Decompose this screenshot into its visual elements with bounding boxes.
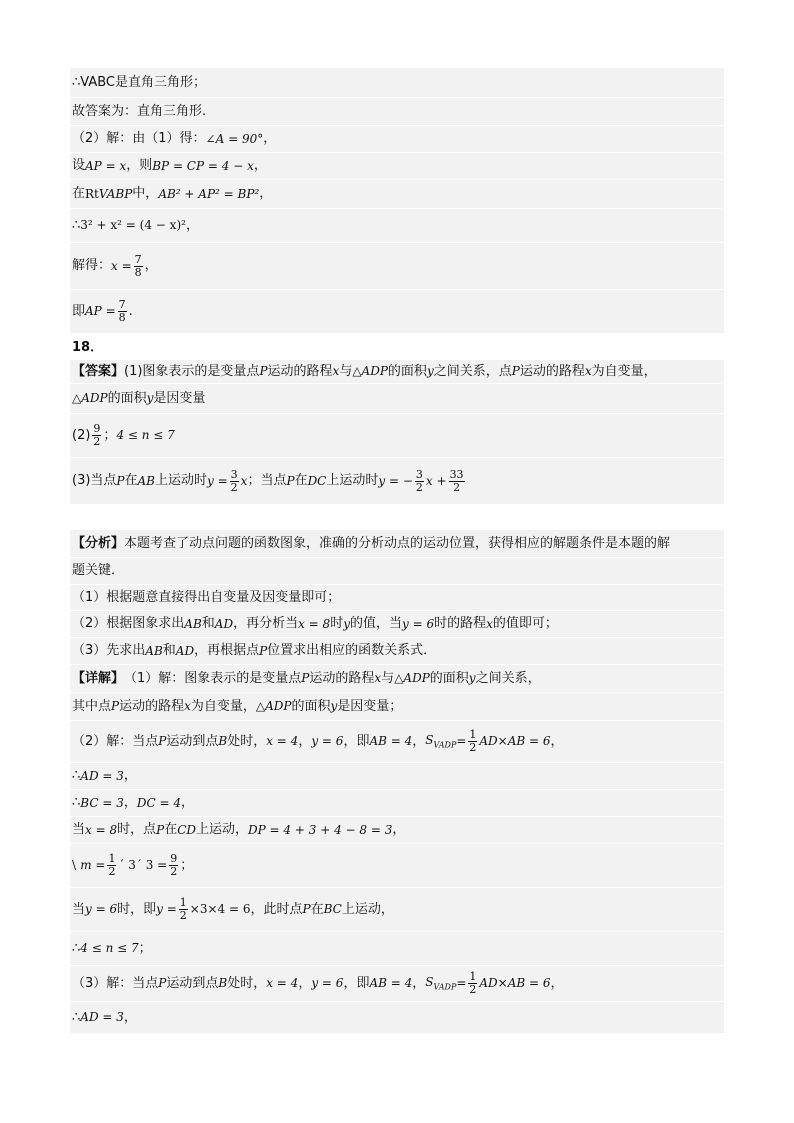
text: 为自变量， xyxy=(591,363,657,379)
text: 的面积 xyxy=(387,363,427,379)
text: ， xyxy=(123,1009,137,1025)
math: AD×AB = 6 xyxy=(479,734,551,749)
math: y = xyxy=(156,902,177,917)
text: 故答案为：直角三角形. xyxy=(72,103,207,119)
text: 时 xyxy=(330,616,344,632)
text: 处时， xyxy=(227,733,267,749)
text: 运动的路程 xyxy=(309,670,375,686)
fraction xyxy=(468,729,477,753)
numerator: 33 xyxy=(449,467,464,481)
math: S xyxy=(425,975,434,989)
fraction xyxy=(107,853,116,877)
detail-line-10 xyxy=(70,966,724,1002)
denominator: 2 xyxy=(179,909,187,922)
text: 为自变量， xyxy=(190,698,256,714)
fraction xyxy=(92,423,101,447)
text: ， xyxy=(550,733,564,749)
math: P xyxy=(156,822,165,837)
text: ， xyxy=(412,733,426,749)
math: P xyxy=(259,364,268,379)
math: AD xyxy=(175,643,195,658)
math: = xyxy=(456,734,467,749)
text: ，则 xyxy=(126,158,153,174)
math: y = 6 xyxy=(311,976,344,991)
text: 和 xyxy=(201,616,215,632)
text: 的面积 xyxy=(291,698,331,714)
math: P xyxy=(158,976,167,991)
text: 与 xyxy=(339,363,353,379)
text: ， xyxy=(123,795,137,811)
text: ，此时点 xyxy=(250,901,303,917)
denominator: 2 xyxy=(230,480,238,494)
denominator: 2 xyxy=(469,741,477,754)
text: 解得： xyxy=(72,258,112,274)
math: △ADP xyxy=(352,364,388,379)
math: x = 8 xyxy=(298,616,331,631)
math: P xyxy=(302,902,311,917)
text: 和 xyxy=(162,643,176,659)
text: ∴ xyxy=(72,217,81,233)
text: 时的路程 xyxy=(434,616,487,632)
math: AD = 3 xyxy=(80,768,124,783)
numerator: 7 xyxy=(134,252,142,266)
math xyxy=(425,733,456,750)
detail-label: 【详解】 xyxy=(72,670,125,686)
math: x xyxy=(486,616,493,631)
denominator: 8 xyxy=(118,311,126,324)
text: 上运动， xyxy=(196,822,249,838)
text: 之间关系，点 xyxy=(433,363,512,379)
text: 运动到点 xyxy=(166,733,219,749)
math: y xyxy=(330,699,338,714)
math: x = 4 xyxy=(266,734,299,749)
text: 位置求出相应的函数关系式． xyxy=(267,643,437,659)
math: ×3×4 = 6 xyxy=(189,902,251,917)
math: y xyxy=(146,391,154,406)
text: （3）解：当点 xyxy=(72,975,159,991)
math: BC xyxy=(323,902,342,917)
text: 时，即 xyxy=(117,901,157,917)
math: P xyxy=(511,364,520,379)
text: ， xyxy=(550,975,564,991)
math: y = 6 xyxy=(85,902,118,917)
math: x = xyxy=(111,258,132,273)
text: 处时， xyxy=(227,975,267,991)
math: y = xyxy=(207,473,228,488)
fraction xyxy=(449,469,465,493)
text: 的值，当 xyxy=(349,616,402,632)
text: （2）解：当点 xyxy=(72,733,159,749)
math: = xyxy=(456,976,467,991)
denominator: 2 xyxy=(93,435,101,448)
answer-line-3 xyxy=(70,414,724,458)
fraction xyxy=(415,469,424,493)
math: y xyxy=(426,364,434,379)
math: AD×AB = 6 xyxy=(479,976,551,991)
denominator: 2 xyxy=(453,480,461,494)
math: BP = CP = 4 − x xyxy=(152,158,254,173)
math: x xyxy=(332,364,340,379)
text: （1）根据题意直接得出自变量及因变量即可； xyxy=(72,589,341,605)
detail-line-3 xyxy=(70,721,724,763)
line-6 xyxy=(70,209,724,243)
text: 在 xyxy=(164,822,178,838)
detail-line-4 xyxy=(70,763,724,790)
math: △ADP xyxy=(72,391,108,406)
text: ∴VABC是直角三角形； xyxy=(72,74,206,90)
analysis-line-4 xyxy=(70,611,724,638)
subscript: VADP xyxy=(433,982,457,992)
math: ´ 3´ 3 = xyxy=(118,858,168,873)
text: ， xyxy=(259,186,273,202)
math: △ADP xyxy=(394,671,430,686)
text: ， xyxy=(263,131,277,147)
math: S xyxy=(425,733,434,747)
math: y = 6 xyxy=(402,616,435,631)
numerator: 1 xyxy=(179,896,187,910)
math: y = − xyxy=(378,473,413,488)
analysis-line-2 xyxy=(70,558,724,585)
math: AB = 4 xyxy=(369,976,413,991)
text: 的面积 xyxy=(429,670,469,686)
numerator: 1 xyxy=(108,852,116,866)
text: ， xyxy=(253,158,267,174)
text: 其中点 xyxy=(72,698,112,714)
denominator: 8 xyxy=(134,265,142,279)
text: 运动的路程 xyxy=(519,363,585,379)
text: （2）解：由（1）得： xyxy=(72,131,206,147)
math: DC = 4 xyxy=(136,795,181,810)
math: B xyxy=(218,734,228,749)
text: 本题考查了动点问题的函数图象，准确的分析动点的运动位置，获得相应的解题条件是本题的解 xyxy=(124,535,671,551)
math: AP = xyxy=(85,304,116,319)
detail-line-1 xyxy=(70,665,724,693)
text: ∴ xyxy=(72,1009,81,1025)
text: . xyxy=(128,303,133,319)
math: 3² + x² = (4 − x)² xyxy=(80,218,186,233)
text: 运动的路程 xyxy=(119,698,185,714)
math: P xyxy=(301,671,310,686)
math: P xyxy=(111,699,120,714)
denominator: 2 xyxy=(170,865,178,878)
math: AD xyxy=(214,616,234,631)
numerator: 1 xyxy=(469,728,477,742)
text: ， xyxy=(123,768,137,784)
text: ， xyxy=(144,258,158,274)
text: ， xyxy=(185,217,199,233)
text: 的值即可； xyxy=(492,616,558,632)
text: ∴ xyxy=(72,768,81,784)
math: y = 6 xyxy=(311,734,344,749)
math xyxy=(425,975,456,992)
analysis-line-3 xyxy=(70,585,724,611)
math: Rt xyxy=(85,186,99,201)
question-number xyxy=(70,336,724,360)
text: 运动的路程 xyxy=(267,363,333,379)
math: AB xyxy=(184,616,202,631)
text: 与 xyxy=(381,670,395,686)
math: x xyxy=(184,699,191,714)
math: BC = 3 xyxy=(80,795,124,810)
text: ，再根据点 xyxy=(194,643,260,659)
text: 18． xyxy=(72,340,104,356)
numerator: 3 xyxy=(230,467,238,481)
text: 上运动时 xyxy=(155,473,208,489)
numerator: 7 xyxy=(118,298,126,312)
math: x xyxy=(240,473,248,488)
math: △ADP xyxy=(255,699,292,714)
math: ∠A = 90° xyxy=(205,131,264,146)
text: ∴ xyxy=(72,795,81,811)
numerator: 1 xyxy=(469,970,477,984)
line-3 xyxy=(70,126,724,153)
denominator: 2 xyxy=(469,983,477,996)
math: AP = x xyxy=(85,158,127,173)
math: 4 ≤ n ≤ 7 xyxy=(80,941,139,956)
text: 题关键． xyxy=(72,563,125,579)
math: B xyxy=(218,976,228,991)
analysis-label: 【分析】 xyxy=(72,535,125,551)
analysis-line-1 xyxy=(70,530,724,558)
text: 上运动时 xyxy=(326,473,379,489)
math: P xyxy=(286,473,295,488)
text: （2）根据图象求出 xyxy=(72,616,185,632)
math: P xyxy=(116,473,125,488)
answer-label: 【答案】 xyxy=(72,363,125,379)
text: (3)当点 xyxy=(72,473,117,489)
math: AB xyxy=(145,643,163,658)
answer-line-2 xyxy=(70,384,724,414)
text: ， xyxy=(298,733,312,749)
text: 之间关系， xyxy=(475,670,541,686)
denominator: 2 xyxy=(415,480,423,494)
math: x = 8 xyxy=(85,822,118,837)
text: ，再分析当 xyxy=(233,616,299,632)
text: 在 xyxy=(72,186,86,202)
text: (2) xyxy=(72,427,91,443)
math: DP = 4 + 3 + 4 − 8 = 3 xyxy=(248,822,393,837)
text: ∴ xyxy=(72,940,81,956)
text: ， xyxy=(298,975,312,991)
numerator: 9 xyxy=(93,422,101,436)
text: 上运动， xyxy=(341,901,394,917)
math: AB xyxy=(137,473,155,488)
math: 4 ≤ n ≤ 7 xyxy=(116,428,175,443)
text: ； xyxy=(103,427,117,443)
text: 中， xyxy=(132,186,159,202)
fraction xyxy=(179,897,188,921)
text: 运动到点 xyxy=(166,975,219,991)
text: 设 xyxy=(72,158,86,174)
math: P xyxy=(259,643,268,658)
math: CD xyxy=(177,822,197,837)
text: 当 xyxy=(72,822,86,838)
line-1 xyxy=(70,68,724,98)
text: 时，点 xyxy=(117,822,157,838)
text: ； xyxy=(138,940,152,956)
text: (1)图象表示的是变量点 xyxy=(124,363,260,379)
analysis-line-5 xyxy=(70,638,724,665)
text: ； xyxy=(180,857,194,873)
text: （1）解：图象表示的是变量点 xyxy=(124,670,302,686)
line-2 xyxy=(70,98,724,126)
detail-line-8 xyxy=(70,888,724,932)
line-7 xyxy=(70,243,724,290)
text: 当 xyxy=(72,901,86,917)
detail-line-9 xyxy=(70,932,724,966)
fraction xyxy=(134,254,143,278)
fraction xyxy=(169,853,178,877)
subscript: VADP xyxy=(433,740,457,750)
detail-line-6 xyxy=(70,817,724,844)
text: 在 xyxy=(294,473,308,489)
math: AB = 4 xyxy=(369,734,413,749)
math: P xyxy=(158,734,167,749)
text: 是因变量； xyxy=(337,698,403,714)
denominator: 2 xyxy=(108,865,116,878)
fraction xyxy=(230,469,239,493)
answer-line-1 xyxy=(70,360,724,384)
math: \ xyxy=(72,858,77,873)
text: ，即 xyxy=(343,733,370,749)
numerator: 9 xyxy=(170,852,178,866)
detail-line-5 xyxy=(70,790,724,817)
text: ， xyxy=(180,795,194,811)
text: ， xyxy=(392,822,406,838)
math: m = xyxy=(80,858,106,873)
math: x + xyxy=(425,473,447,488)
answer-line-4 xyxy=(70,458,724,504)
text: 是因变量 xyxy=(153,390,206,406)
line-5 xyxy=(70,180,724,209)
math: y xyxy=(343,616,350,631)
math: VABP xyxy=(98,186,133,201)
line-8 xyxy=(70,290,724,333)
math: DC xyxy=(307,473,327,488)
text: 的面积 xyxy=(107,390,147,406)
text: 在 xyxy=(310,901,324,917)
math: x xyxy=(374,671,382,686)
math: AD = 3 xyxy=(80,1010,124,1025)
numerator: 3 xyxy=(415,467,423,481)
fraction xyxy=(468,971,477,995)
text: （3）先求出 xyxy=(72,643,146,659)
math: x xyxy=(584,364,592,379)
detail-line-7 xyxy=(70,844,724,888)
text: 即 xyxy=(72,303,86,319)
detail-line-2 xyxy=(70,693,724,721)
detail-line-11 xyxy=(70,1002,724,1033)
text: 在 xyxy=(124,473,138,489)
text: ；当点 xyxy=(247,473,287,489)
line-4 xyxy=(70,153,724,180)
math: AB² + AP² = BP² xyxy=(158,186,260,201)
fraction xyxy=(118,299,127,323)
math: x = 4 xyxy=(266,976,299,991)
text: ， xyxy=(412,975,426,991)
text: ，即 xyxy=(343,975,370,991)
math: y xyxy=(468,671,476,686)
